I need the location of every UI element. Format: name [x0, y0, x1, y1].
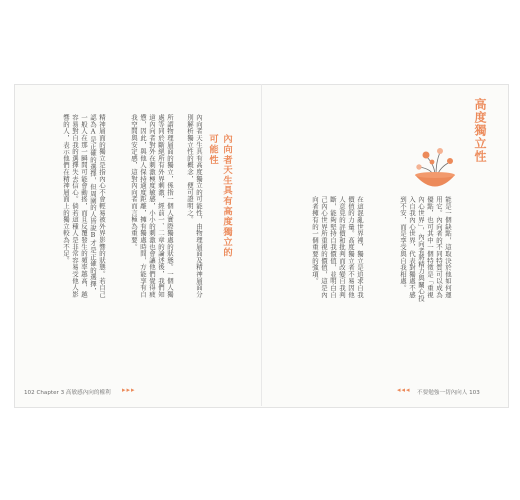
flower-bud	[437, 148, 443, 154]
right-page-title: 高度獨立性	[473, 98, 487, 163]
left-page-paragraph-2: 所謂物理層面的獨立，係指一個人實際獨處的狀態。一個人獨處等同於斷絕所有外界刺激，經前一、二章的論述後，我們知道內向者對外在刺激極度敏感，小小的刺激也會讓他們覺得疲憊，因此，與他人保持適度距離，擁有獨處時間，方能享有自我空間與安定感，這對內向者而言極為重要。	[130, 114, 174, 298]
book-gutter	[261, 84, 262, 406]
right-page-paragraph-1: 能是一個缺點，這取決於他如何運用它。內向者的不同特質可以成為優點，也可其中一個特徵是「重視內心世界」，內向者將精力與關心投入自我內心世界，代表對獨處不感到不安，而是享受與自我相處。	[399, 196, 452, 302]
right-page-paragraph-2: 在這混亂世界裡，獨立是追求自我價值的力量。高度獨立者不易因他人意見的評價和批判而改變自我判斷，能夠堅持自我價值，並明白自己內心世界所重視的價值，這是內向者擁有的一個重要的強項。	[311, 196, 364, 298]
left-footer-ornament: ▸▸▸	[122, 386, 136, 394]
flower-bud	[430, 160, 435, 165]
flower-bowl-illustration	[409, 138, 461, 196]
left-page-paragraph-1: 內向者天生具有高度獨立的可能性，由物理層面及精神層面分別解析獨立性的概念，便可證明之。	[186, 114, 203, 298]
left-page-footer: 102 Chapter 3 高敏感內向的權利	[24, 390, 111, 396]
flower-bud	[423, 152, 430, 159]
right-page-footer: 不要勉強一切內向人 103	[417, 390, 480, 396]
flower-bud	[416, 164, 421, 169]
flower-bud	[447, 158, 453, 164]
right-footer-ornament: ◂◂◂	[397, 386, 411, 394]
left-page-section-heading: 內向者天生具有高度獨立的可能性	[207, 134, 232, 258]
left-page-paragraph-3: 精神層面的獨立是指內心不會輕易被外界影響的狀態。若自己認為A是正確的選擇，但周圍的人皆說B才是正確的選擇，一般人在那一瞬間可能會動搖，而且反覆發生的頻率越高，越容易對自我的選擇失去信心。倘若這種人是非常容易受他人影響的人，表示他們在精神層面上的獨立較為不足。	[62, 114, 106, 298]
bowl-rim	[415, 172, 455, 178]
